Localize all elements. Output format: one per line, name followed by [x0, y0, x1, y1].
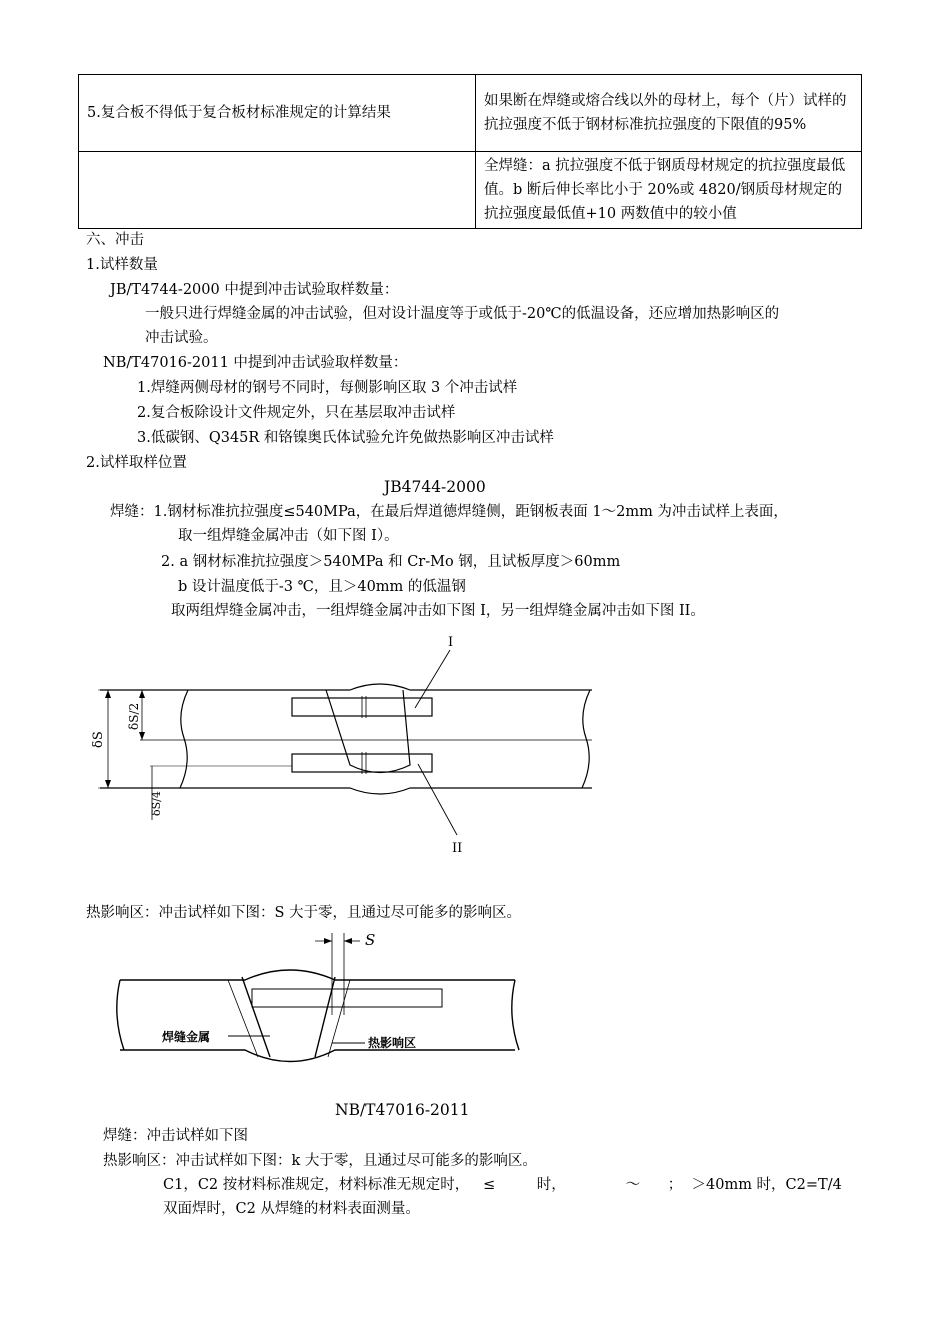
- jb-text-line1: 一般只进行焊缝金属的冲击试验，但对设计温度等于或低于-20℃的低温设备，还应增加热影响区的: [145, 306, 780, 322]
- table-row: [79, 75, 862, 152]
- plate2-top-edge: [120, 970, 515, 980]
- label-s: S: [365, 931, 376, 949]
- nb-intro: NB/T47016-2011 中提到冲击试验取样数量：: [103, 355, 408, 371]
- dim-total-label: δS: [91, 731, 106, 748]
- plate-break-left: [180, 690, 188, 788]
- weld-line2: 取一组焊缝金属冲击（如下图 I）。: [178, 528, 399, 544]
- nb-standard-title: NB/T47016-2011: [335, 1101, 470, 1119]
- plate2-break-right: [512, 980, 519, 1050]
- nb-haz-line: 热影响区：冲击试样如下图：k 大于零，且通过尽可能多的影响区。: [103, 1153, 537, 1169]
- item1-title: 1.试样数量: [86, 257, 158, 273]
- section-heading: 六、冲击: [86, 232, 144, 248]
- plate-break-right: [582, 690, 590, 788]
- table-cell-left: 5.复合板不得低于复合板材标准规定的计算结果: [79, 75, 476, 152]
- plate2-bottom-edge: [120, 1050, 515, 1062]
- haz-line: 热影响区：冲击试样如下图：S 大于零，且通过尽可能多的影响区。: [86, 905, 522, 921]
- c-line2: 双面焊时，C2 从焊缝的材料表面测量。: [163, 1201, 420, 1217]
- jb-text-line2: 冲击试验。: [145, 330, 218, 346]
- item2-title: 2.试样取样位置: [86, 455, 187, 471]
- nb-item-3: 3.低碳钢、Q345R 和铬镍奥氏体试验允许免做热影响区冲击试样: [137, 430, 554, 446]
- plate2-break-left: [117, 980, 124, 1050]
- nb-item-1: 1.焊缝两侧母材的钢号不同时，每侧影响区取 3 个冲击试样: [137, 380, 518, 396]
- requirements-table: [78, 74, 862, 229]
- plate-bottom-edge: [100, 788, 592, 794]
- nb-item-2: 2.复合板除设计文件规定外，只在基层取冲击试样: [137, 405, 456, 421]
- table-row: [79, 152, 862, 229]
- c-line1: C1，C2 按材料标准规定，材料标准无规定时， ≤ 时， ～ ； ＞40mm 时，C2=T/4: [163, 1177, 842, 1193]
- haz-impact-specimen-figure: [110, 925, 530, 1070]
- weld-line1: 焊缝：1.钢材标准抗拉强度≤540MPa，在最后焊道德焊缝侧，距钢板表面 1～2mm 为冲击试样上表面，: [110, 504, 788, 520]
- haz-boundary-left: [228, 980, 258, 1057]
- table-cell-right: 如果断在焊缝或熔合线以外的母材上，每个（片）试样的抗拉强度不低于钢材标准抗拉强度的下限值的95%: [476, 75, 862, 152]
- table-cell-left: [79, 152, 476, 229]
- weld-impact-specimen-figure: [80, 630, 610, 860]
- label-II: II: [452, 841, 463, 856]
- plate-top-edge: [100, 684, 592, 690]
- jb-intro: JB/T4744-2000 中提到冲击试验取样数量：: [110, 282, 399, 298]
- weld-line5: 取两组焊缝金属冲击，一组焊缝金属冲击如下图 I，另一组焊缝金属冲击如下图 II。: [171, 603, 705, 619]
- label-I: I: [448, 635, 454, 650]
- dim-quarter-label: δS/4: [150, 791, 163, 816]
- jb-standard-title: JB4744-2000: [384, 478, 486, 496]
- label-weld-metal: 焊缝金属: [162, 1030, 211, 1044]
- weld-line4: b 设计温度低于-3 ℃，且＞40mm 的低温钢: [178, 579, 466, 595]
- leader-II: [418, 764, 457, 835]
- table-cell-right: 全焊缝：a 抗拉强度不低于钢质母材规定的抗拉强度最低值。b 断后伸长率比小于 20%或 4820/钢质母材规定的抗拉强度最低值+10 两数值中的较小值: [476, 152, 862, 229]
- dim-half-label: δS/2: [127, 702, 141, 730]
- label-haz: 热影响区: [368, 1036, 417, 1050]
- nb-weld-line: 焊缝：冲击试样如下图: [103, 1128, 248, 1144]
- weld-line3: 2. a 钢材标准抗拉强度＞540MPa 和 Cr-Mo 钢，且试板厚度＞60mm: [161, 554, 621, 570]
- weld-groove: [326, 690, 410, 773]
